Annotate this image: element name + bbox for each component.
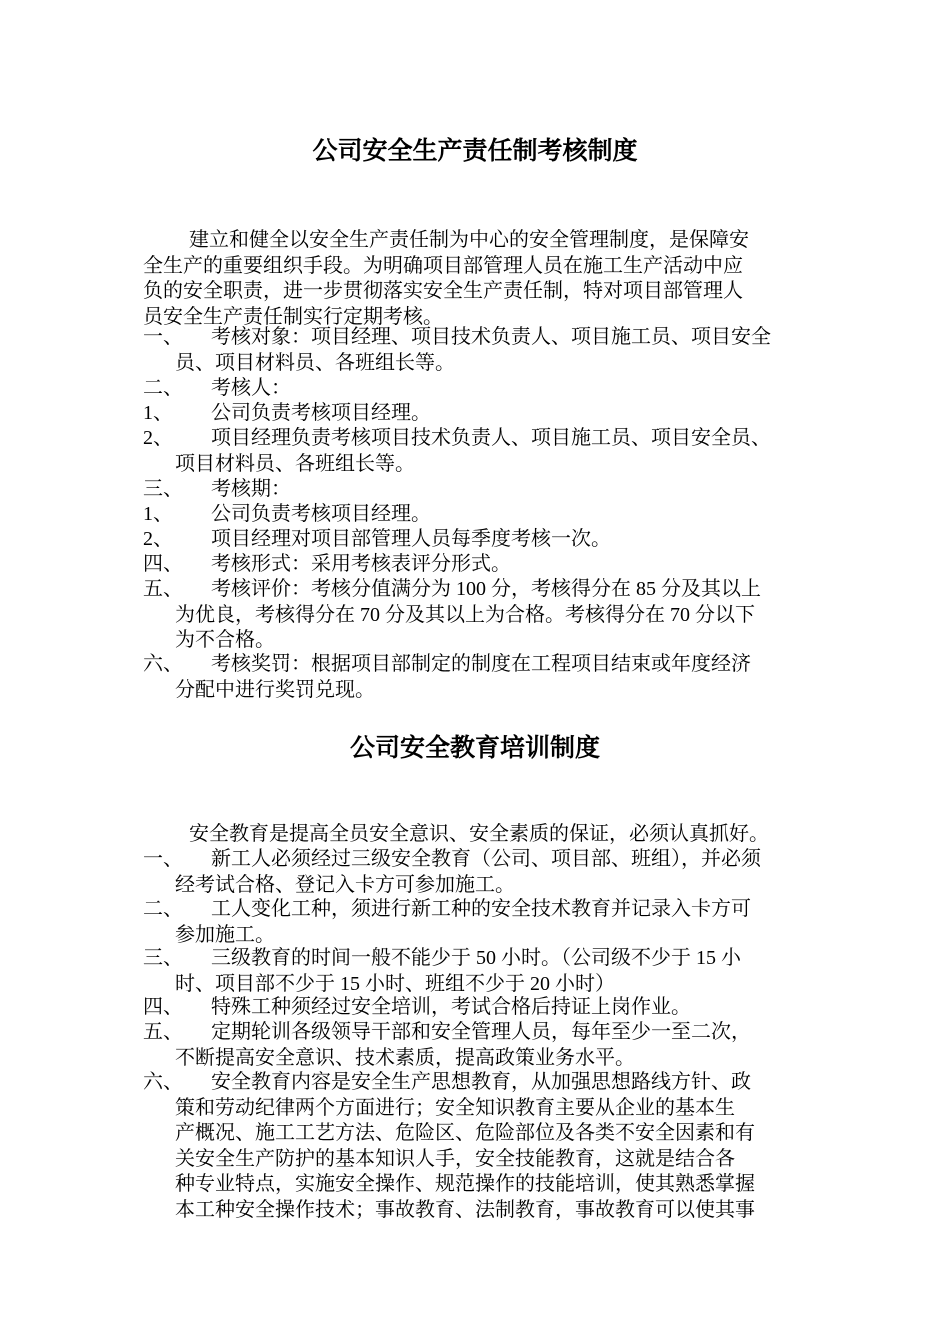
item-marker: 二、: [143, 898, 183, 920]
list-item: [143, 897, 843, 948]
section2-intro: [143, 822, 823, 848]
item-text: 分配中进行奖罚兑现。: [175, 678, 375, 701]
item-marker: 一、: [143, 326, 183, 348]
item-marker: 二、: [143, 377, 183, 399]
item-marker: 三、: [143, 478, 183, 500]
item-text: 产概况、施工工艺方法、危险区、危险部位及各类不安全因素和有: [175, 1122, 755, 1144]
list-item: [143, 946, 843, 997]
item-text: 为不合格。: [175, 629, 275, 651]
item-text: 特殊工种须经过安全培训，考试合格后持证上岗作业。: [211, 996, 691, 1018]
section2-title: 公司安全教育培训制度: [349, 733, 600, 762]
item-text: 考核评价：考核分值满分为 100 分，考核得分在 85 分及其以上: [211, 578, 761, 600]
item-marker: 一、: [143, 848, 183, 870]
list-item: [143, 401, 843, 427]
section1-title: 公司安全生产责任制考核制度: [312, 136, 638, 165]
item-marker: 六、: [143, 653, 183, 675]
list-item: [143, 552, 843, 578]
item-text: 参加施工。: [175, 923, 275, 946]
item-text: 关安全生产防护的基本知识人手，安全技能教育，这就是结合各: [175, 1147, 735, 1170]
item-text: 本工种安全操作技术；事故教育、法制教育，事故教育可以使其事: [175, 1198, 755, 1221]
item-text: 考核奖罚：根据项目部制定的制度在工程项目结束或年度经济: [211, 653, 751, 675]
intro-line: 安全教育是提高全员安全意识、安全素质的保证，必须认真抓好。: [189, 823, 769, 845]
list-item: [143, 847, 843, 898]
intro-line: 全生产的重要组织手段。为明确项目部管理人员在施工生产活动中应: [143, 254, 743, 277]
item-marker: 六、: [143, 1071, 183, 1093]
item-text: 项目经理负责考核项目技术负责人、项目施工员、项目安全员、: [211, 427, 771, 449]
intro-line: 员安全生产责任制实行定期考核。: [143, 305, 443, 328]
item-text: 策和劳动纪律两个方面进行；安全知识教育主要从企业的基本生: [175, 1096, 735, 1119]
intro-line: 负的安全职责，进一步贯彻落实安全生产责任制，特对项目部管理人: [143, 280, 743, 302]
list-item: [143, 426, 843, 477]
item-text: 考核人：: [211, 377, 291, 399]
list-item: [143, 376, 843, 402]
list-item: [143, 325, 843, 376]
item-text: 为优良，考核得分在 70 分及其以上为合格。考核得分在 70 分以下: [175, 603, 755, 626]
list-item: [143, 527, 843, 553]
item-text: 新工人必须经过三级安全教育（公司、项目部、班组），并必须: [211, 848, 761, 870]
item-text: 时、项目部不少于 15 小时、班组不少于 20 小时）: [175, 972, 615, 995]
item-text: 安全教育内容是安全生产思想教育，从加强思想路线方针、政: [211, 1071, 751, 1093]
item-text: 公司负责考核项目经理。: [211, 402, 431, 424]
intro-line: 建立和健全以安全生产责任制为中心的安全管理制度，是保障安: [189, 229, 749, 251]
item-text: 员、项目材料员、各班组长等。: [175, 351, 455, 374]
item-text: 考核期：: [211, 478, 291, 500]
item-marker: 四、: [143, 553, 183, 575]
list-item: [143, 1020, 843, 1071]
item-marker: 1、: [143, 402, 173, 424]
item-text: 项目材料员、各班组长等。: [175, 452, 415, 475]
list-item: [143, 1070, 843, 1223]
item-marker: 2、: [143, 528, 173, 550]
item-marker: 五、: [143, 1021, 183, 1043]
list-item: [143, 477, 843, 503]
item-text: 考核对象：项目经理、项目技术负责人、项目施工员、项目安全: [211, 326, 771, 348]
list-item: [143, 502, 843, 528]
section1-intro: [143, 228, 823, 330]
item-marker: 2、: [143, 427, 173, 449]
item-text: 公司负责考核项目经理。: [211, 503, 431, 525]
item-text: 定期轮训各级领导干部和安全管理人员，每年至少一至二次，: [211, 1021, 751, 1043]
item-marker: 四、: [143, 996, 183, 1018]
list-item: [143, 995, 843, 1021]
item-marker: 1、: [143, 503, 173, 525]
item-text: 种专业特点，实施安全操作、规范操作的技能培训，使其熟悉掌握: [175, 1173, 755, 1195]
list-item: [143, 577, 843, 654]
item-text: 项目经理对项目部管理人员每季度考核一次。: [211, 528, 611, 550]
item-text: 三级教育的时间一般不能少于 50 小时。（公司级不少于 15 小: [211, 947, 741, 969]
item-marker: 三、: [143, 947, 183, 969]
item-text: 考核形式：采用考核表评分形式。: [211, 553, 511, 575]
item-marker: 五、: [143, 578, 183, 600]
item-text: 不断提高安全意识、技术素质，提高政策业务水平。: [175, 1046, 635, 1069]
item-text: 工人变化工种，须进行新工种的安全技术教育并记录入卡方可: [211, 898, 751, 920]
list-item: [143, 652, 843, 703]
item-text: 经考试合格、登记入卡方可参加施工。: [175, 873, 515, 896]
